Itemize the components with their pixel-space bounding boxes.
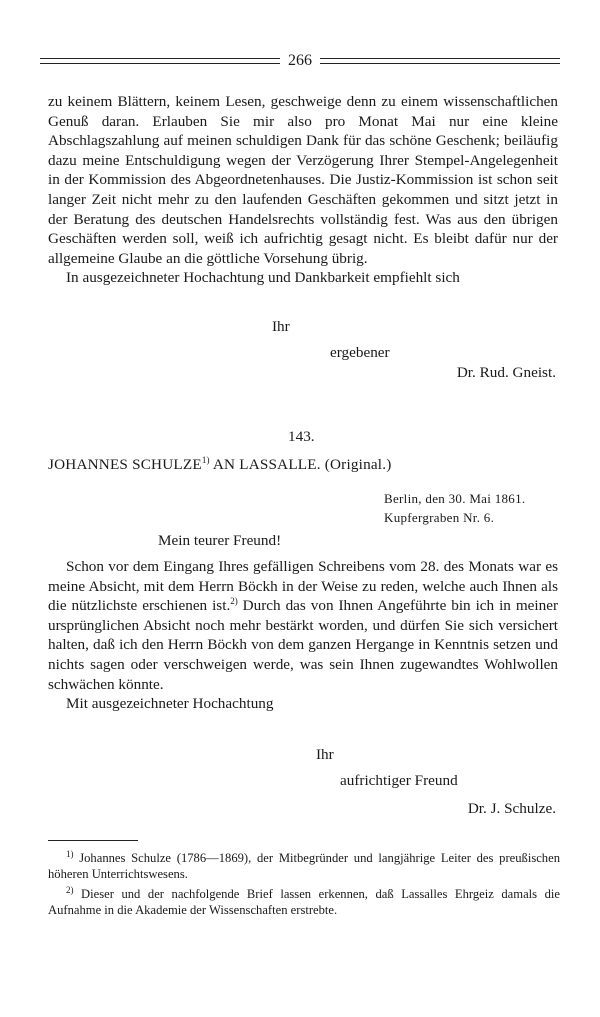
letter-schulze-body: [48, 557, 558, 714]
footnotes: [48, 850, 560, 918]
letter-schulze-closing: Mit ausgezeichneter Hochachtung: [66, 695, 274, 713]
letter-gneist-ihr: Ihr: [272, 318, 290, 335]
letter-place-date: Berlin, den 30. Mai 1861.: [384, 491, 526, 506]
header-rule-left: [40, 58, 280, 64]
letter-gneist-paragraph: zu keinem Blättern, keinem Lesen, geschweige denn zu einem wissenschaftlichen Genuß daran. Erlauben Sie mir also pro Monat Mai nur eine kleine Abschlagszahlung auf meinen schuldigen Dank für das schöne Geschenk; beiläufig dazu meine Entschuldigung wegen der Verzögerung Ihrer Stempel-Angelegenheit in der Kommission des Abgeordnetenhauses. Die Justiz-Kommission ist schon seit langer Zeit nicht mehr zu den laufenden Geschäften gekommen und sitzt jetzt in der Beratung des deutschen Handelsrechts vollständig fest. Was aus den übrigen Geschäften werden soll, weiß ich aufrichtig gesagt nicht. Es bleibt dafür nur der allgemeine Glaube an die göttliche Vorsehung übrig.: [48, 93, 558, 267]
footnote-2: [48, 886, 560, 918]
letter-salutation: Mein teurer Freund!: [158, 532, 282, 549]
page-header: [40, 50, 560, 72]
letter-gneist-body: [48, 92, 558, 288]
letter-schulze-ihr: Ihr: [316, 746, 334, 763]
footnote-1: [48, 850, 560, 882]
letter-gneist-closing: In ausgezeichneter Hochachtung und Dankbarkeit empfiehlt sich: [66, 269, 460, 287]
letter-gneist-signature: Dr. Rud. Gneist.: [456, 364, 556, 381]
letter-gneist-ergebener: ergebener: [330, 344, 390, 361]
heading-footnote-mark: 1): [201, 454, 210, 465]
paragraph-footnote-mark: 2): [230, 596, 238, 607]
footnote-1-text: Johannes Schulze (1786—1869), der Mitbegründer und langjährige Leiter des preußischen höheren Unterrichtswesens.: [48, 851, 560, 881]
letter-schulze-friend: aufrichtiger Freund: [340, 772, 458, 789]
letter-schulze-heading: [48, 456, 391, 474]
letter-schulze-paragraph: [48, 557, 558, 694]
page-number: 266: [288, 52, 312, 69]
paragraph-part-a: Schon vor dem Eingang Ihres gefälligen Schreibens vom 28. des Monats war es meine Absicht, mit dem Herrn Böckh in der Weise zu reden, welche auch Ihnen als die nützlichste erschienen ist.: [48, 558, 558, 615]
footnote-2-text: Dieser und der nachfolgende Brief lassen erkennen, daß Lassalles Ehrgeiz damals die Aufnahme in die Akademie der Wissenschaften erstrebte.: [48, 887, 560, 917]
footnote-rule: [48, 840, 138, 841]
footnote-2-mark: 2): [66, 884, 74, 895]
footnote-1-mark: 1): [66, 848, 74, 859]
letter-schulze-signature: Dr. J. Schulze.: [467, 800, 556, 817]
heading-suffix: AN LASSALLE. (Original.): [209, 456, 392, 473]
header-rule-right: [320, 58, 560, 64]
letter-number: 143.: [288, 428, 315, 445]
letter-address: Kupfergraben Nr. 6.: [384, 510, 495, 525]
heading-prefix: JOHANNES SCHULZE: [48, 456, 202, 473]
paragraph-part-b: Durch das von Ihnen Angeführte bin ich in meiner ursprünglichen Absicht noch mehr bestärkt worden, und dürfen Sie sich versichert halten, daß ich den Herrn Böckh von dem ganzen Hergange in Kenntnis setzen und nichts sagen oder verschweigen werde, was sein Ihnen zugewandtes Wohlwollen schwächen könnte.: [48, 597, 558, 693]
